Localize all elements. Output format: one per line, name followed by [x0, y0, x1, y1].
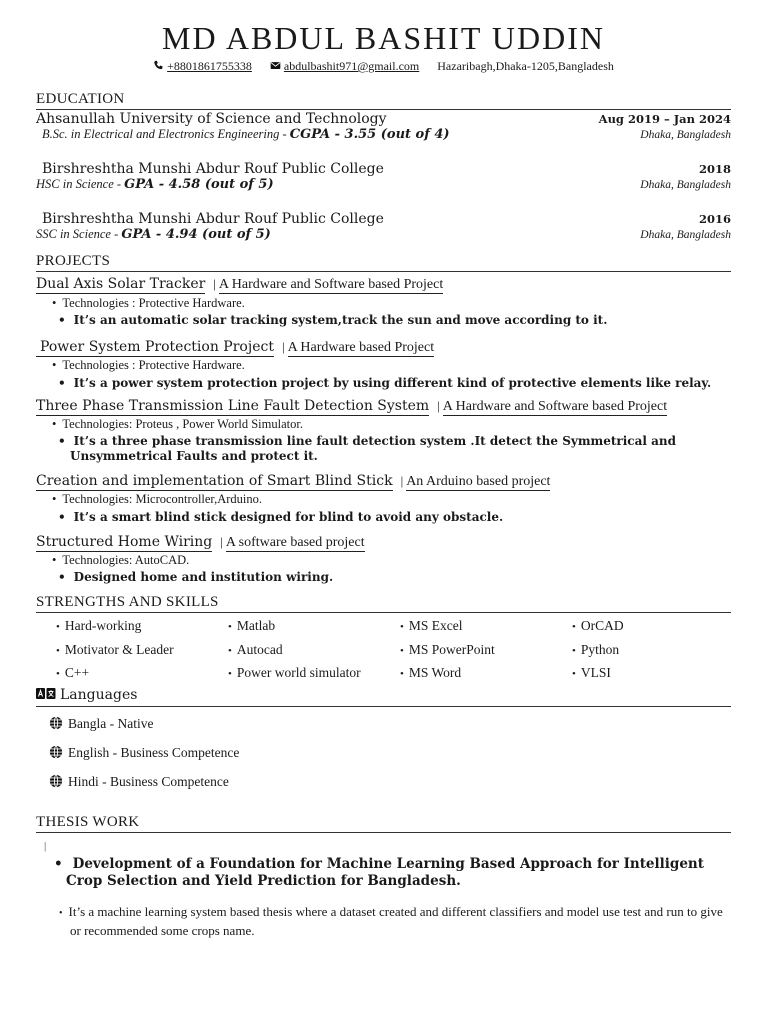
score: CGPA - 3.55 (out of 4) [289, 127, 450, 142]
skill-item: • OrCAD [572, 615, 744, 639]
project-type: A Hardware based Project [287, 340, 435, 355]
globe-icon [49, 716, 63, 730]
project-title: Power System Protection Project [36, 339, 274, 357]
project-desc: • It’s an automatic solar tracking system,track the sun and move according to it. [52, 313, 731, 328]
project-title: Three Phase Transmission Line Fault Detection System [36, 398, 430, 414]
skills-heading: STRENGTHS AND SKILLS [36, 593, 731, 613]
edu-location: Dhaka, Bangladesh [640, 179, 731, 191]
degree: HSC in Science - GPA - 4.58 (out of 5) [36, 177, 274, 192]
language-list [36, 709, 731, 796]
project-entry: Three Phase Transmission Line Fault Detection System | A Hardware and Software based Project • Technologies: Proteus , Power World Simulator. • It’s a three phase transmission line fault detection system .It detect the Symmetrical and Unsymmetrical Faults and protect it. [36, 397, 731, 464]
degree: B.Sc. in Electrical and Electronics Engineering - CGPA - 3.55 (out of 4) [42, 127, 450, 142]
skill-item: • MS Excel [400, 615, 572, 639]
score: GPA - 4.58 (out of 5) [124, 177, 274, 192]
envelope-icon [270, 60, 281, 71]
globe-icon [49, 745, 63, 759]
resume-page [36, 0, 731, 939]
applicant-name: MD ABDUL BASHIT UDDIN [162, 20, 605, 56]
edu-date: 2016 [698, 212, 731, 226]
thesis-desc: • It’s a machine learning system based thesis where a dataset created and different classifiers and model use test and run to give or recommended some crops name. [36, 903, 731, 939]
thesis-heading: THESIS WORK [36, 813, 731, 833]
project-desc: • It’s a three phase transmission line fault detection system .It detect the Symmetrical and Unsymmetrical Faults and protect it. [52, 434, 731, 464]
skill-item: • Power world simulator [228, 662, 400, 686]
project-type: An Arduino based project [406, 474, 551, 489]
project-tech: • Technologies: Proteus , Power World Simulator. [36, 417, 731, 432]
projects-heading: PROJECTS [36, 252, 731, 272]
email-link[interactable]: abdulbashit971@gmail.com [283, 59, 420, 73]
languages-heading: Languages [36, 686, 731, 707]
project-entry: Creation and implementation of Smart Blind Stick | An Arduino based project • Technologies: Microcontroller,Arduino. • It’s a smart blind stick designed for blind to avoid any obstacle. [36, 472, 731, 525]
education-entry [36, 111, 731, 142]
skill-item: • C++ [56, 662, 228, 686]
skill-item: • Python [572, 639, 744, 663]
education-heading: EDUCATION [36, 90, 731, 110]
school-name: Birshreshtha Munshi Abdur Rouf Public College [42, 211, 384, 227]
project-desc: • It’s a smart blind stick designed for blind to avoid any obstacle. [52, 510, 731, 525]
project-title: Creation and implementation of Smart Blind Stick [36, 473, 393, 489]
project-tech: • Technologies: AutoCAD. [36, 553, 731, 568]
edu-date: 2018 [698, 162, 731, 176]
project-entry: Structured Home Wiring | A software based project • Technologies: AutoCAD. • Designed home and institution wiring. [36, 533, 731, 585]
project-entry: Dual Axis Solar Tracker | A Hardware and Software based Project • Technologies : Protective Hardware. • It’s an automatic solar tracking system,track the sun and move according to it. [36, 275, 731, 328]
school-name: Birshreshtha Munshi Abdur Rouf Public College [42, 161, 384, 177]
phone-link[interactable]: +8801861755338 [167, 59, 252, 73]
project-title: Structured Home Wiring [36, 534, 213, 550]
project-type: A Hardware and Software based Project [442, 399, 668, 414]
skill-item: • MS Word [400, 662, 572, 686]
skill-item: • Motivator & Leader [56, 639, 228, 663]
skill-item: • Hard-working [56, 615, 228, 639]
school-name: Ahsanullah University of Science and Technology [36, 111, 387, 127]
phone-icon [153, 60, 164, 71]
thesis-marker: | [44, 839, 47, 852]
edu-location: Dhaka, Bangladesh [640, 229, 731, 241]
skill-item: • Autocad [228, 639, 400, 663]
language-item: Bangla - Native [36, 709, 731, 738]
project-tech: • Technologies: Microcontroller,Arduino. [36, 492, 731, 507]
language-icon [36, 688, 56, 699]
skill-item: • VLSI [572, 662, 744, 686]
project-tech: • Technologies : Protective Hardware. [36, 296, 731, 311]
skill-item: • MS PowerPoint [400, 639, 572, 663]
address: Hazaribagh,Dhaka-1205,Bangladesh [437, 59, 614, 73]
edu-date: Aug 2019 – Jan 2024 [598, 112, 731, 126]
education-entry [36, 211, 731, 242]
contact-line [36, 58, 731, 74]
degree: SSC in Science - GPA - 4.94 (out of 5) [36, 227, 271, 242]
edu-location: Dhaka, Bangladesh [640, 129, 731, 141]
language-item: English - Business Competence [36, 738, 731, 767]
education-entry [36, 161, 731, 192]
thesis-title: • Development of a Foundation for Machine Learning Based Approach for Intelligent Crop Selection and Yield Prediction for Bangladesh. [36, 856, 731, 890]
project-desc: • Designed home and institution wiring. [52, 570, 731, 585]
globe-icon [49, 774, 63, 788]
skills-grid [36, 615, 731, 686]
language-item: Hindi - Business Competence [36, 767, 731, 796]
project-title: Dual Axis Solar Tracker [36, 276, 206, 292]
project-type: A software based project [225, 535, 365, 550]
project-type: A Hardware and Software based Project [218, 277, 444, 292]
score: GPA - 4.94 (out of 5) [121, 227, 271, 242]
project-tech: • Technologies : Protective Hardware. [36, 358, 731, 373]
skill-item: • Matlab [228, 615, 400, 639]
project-desc: • It’s a power system protection project by using different kind of protective elements like relay. [52, 376, 731, 391]
project-entry: Power System Protection Project | A Hardware based Project • Technologies : Protective Hardware. • It’s a power system protection project by using different kind of protective elements like relay. [36, 338, 731, 391]
